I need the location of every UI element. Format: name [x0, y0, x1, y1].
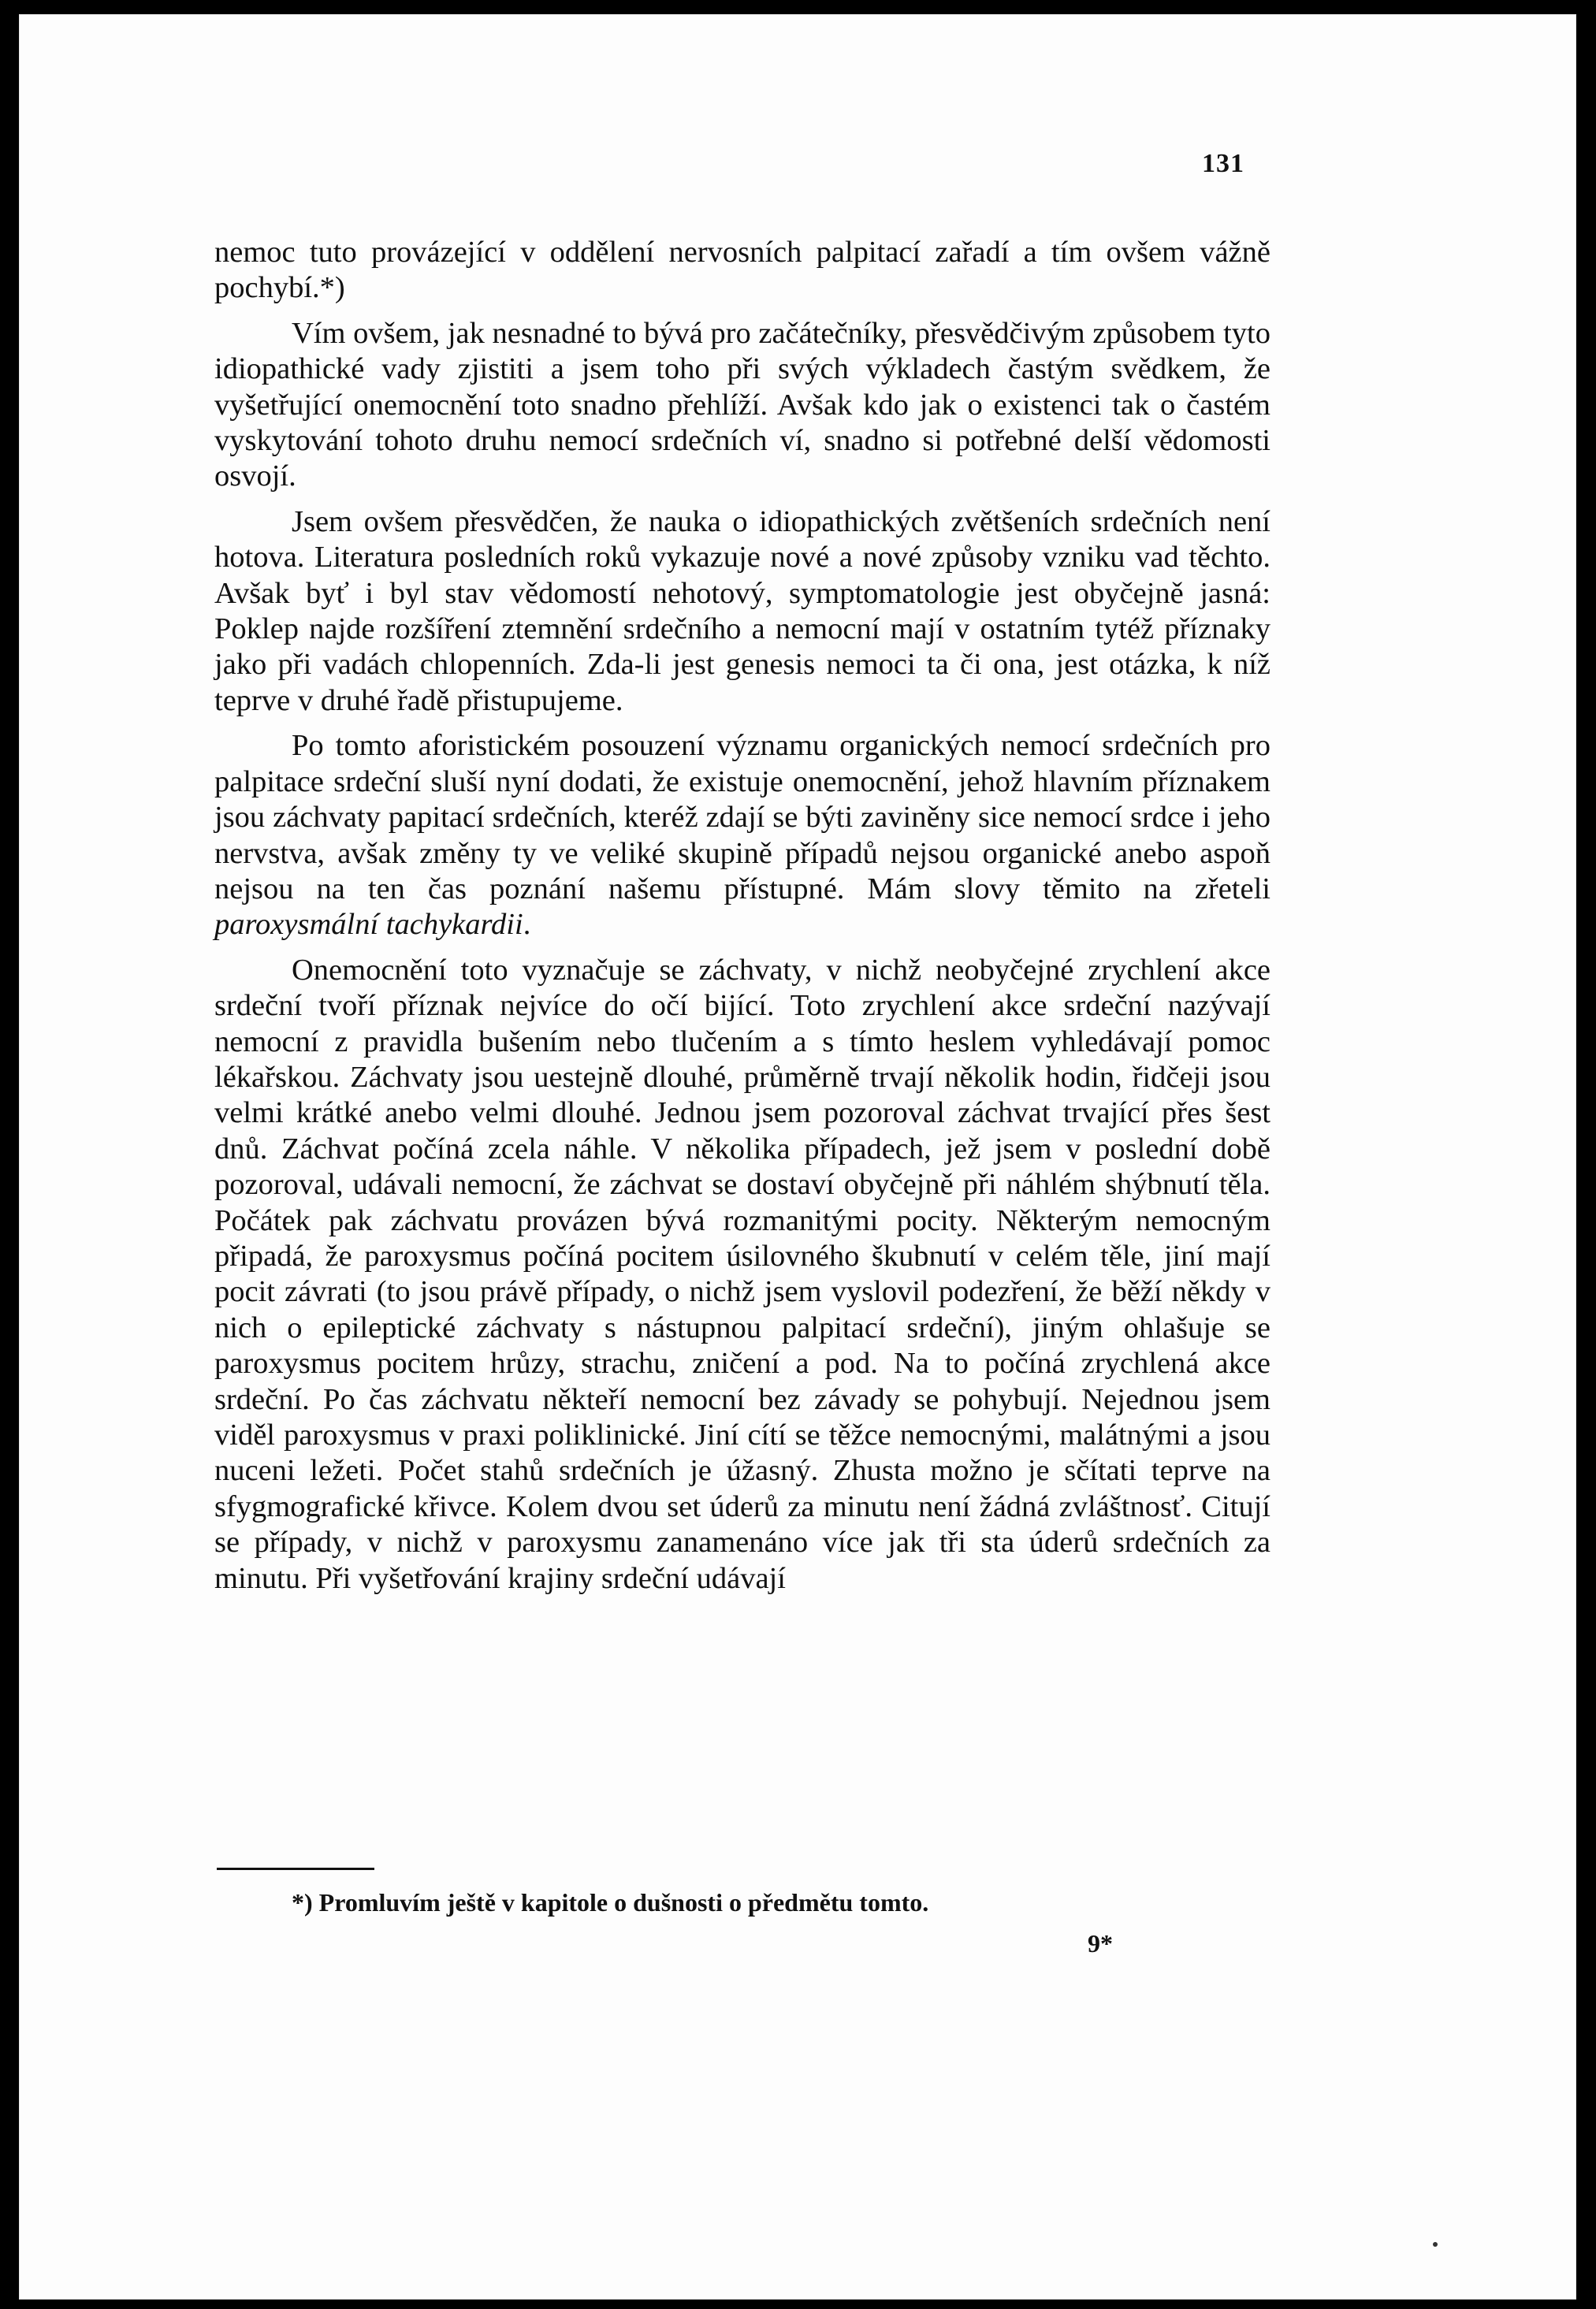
paragraph-1: nemoc tuto provázející v oddělení nervosních palpitací zařadí a tím ovšem vážně pochybí.*) — [214, 236, 1270, 305]
edge-mark — [1433, 2242, 1438, 2247]
footnote-rule — [217, 1868, 374, 1870]
paragraph-3: Jsem ovšem přesvědčen, že nauka o idiopathických zvětšeních srdečních není hotova. Literatura posledních roků vykazuje nové a nové způsoby vzniku vad těchto. Avšak byť i byl stav vědomostí nehotový, symptomatologie jest obyčejně jasná: Poklep najde rozšíření ztemnění srdečního a nemocní mají v ostatním tytéž příznaky jako při vadách chlopenních. Zda-li jest genesis nemoci ta či ona, jest otázka, k níž teprve v druhé řadě přistupujeme. — [214, 504, 1270, 717]
body-text — [214, 235, 1270, 1606]
footnote: *) Promluvím ještě v kapitole o dušnosti o předmětu tomto. — [292, 1888, 929, 1917]
emphasis-term: paroxysmální tachykardii — [214, 908, 523, 942]
paragraph-4-tail: . — [523, 908, 531, 942]
paragraph-5: Onemocnění toto vyznačuje se záchvaty, v nichž neobyčejné zrychlení akce srdeční tvoří příznak nejvíce do očí bijící. Toto zrychlení akce srdeční nazývají nemocní z pravidla bušením nebo tlučením a s tímto heslem vyhledávají pomoc lékařskou. Záchvaty jsou uestejně dlouhé, průměrně trvají několik hodin, řidčeji jsou velmi krátké anebo velmi dlouhé. Jednou jsem pozoroval záchvat trvající přes šest dnů. Záchvat počíná zcela náhle. V několika případech, jež jsem v poslední době pozoroval, udávali nemocní, že záchvat se dostaví obyčejně při náhlém shýbnutí těla. Počátek pak záchvatu provázen bývá rozmanitými pocity. Některým nemocným připadá, že paroxysmus počíná pocitem úsilovného škubnutí v celém těle, jiní mají pocit závrati (to jsou právě případy, o nichž jsem vyslovil podezření, že běží někdy v nich o epileptické záchvaty s nástupnou palpitací srdeční), jiným ohlašuje se paroxysmus pocitem hrůzy, strachu, zničení a pod. Na to počíná zrychlená akce srdeční. Po čas záchvatu někteří nemocní bez závady se pohybují. Nejednou jsem viděl paroxysmus v praxi poliklinické. Jiní cítí se těžce nemocnými, malátnými a jsou nuceni ležeti. Počet stahů srdečních je úžasný. Zhusta možno je sčítati teprve na sfygmografické křivce. Kolem dvou set úderů za minutu není žádná zvláštnosť. Citují se případy, v nichž v paroxysmu zanamenáno více jak tři sta úderů srdečních za minutu. Při vyšetřování krajiny srdeční udávají — [214, 953, 1270, 1595]
signature-mark: 9* — [1088, 1929, 1113, 1958]
page-number: 131 — [1202, 149, 1244, 178]
paragraph-2: Vím ovšem, jak nesnadné to bývá pro začátečníky, přesvědčivým způsobem tyto idiopathické vady zjistiti a jsem toho při svých výkladech častým svědkem, že vyšetřující onemocnění toto snadno přehlíží. Avšak kdo jak o existenci tak o častém vyskytování tohoto druhu nemocí srdečních ví, snadno si potřebné delší vědomosti osvojí. — [214, 316, 1270, 493]
paragraph-4-text: Po tomto aforistickém posouzení významu organických nemocí srdečních pro palpitace srdeční sluší nyní dodati, že existuje onemocnění, jehož hlavním příznakem jsou záchvaty papitací srdečních, kteréž zdají se býti zaviněny sice nemocí srdce i jeho nervstva, avšak změny ty ve veliké skupině případů nejsou organické anebo aspoň nejsou na ten čas poznání našemu přístupné. Mám slovy těmito na zřeteli — [214, 729, 1270, 905]
paragraph-4 — [214, 728, 1270, 943]
